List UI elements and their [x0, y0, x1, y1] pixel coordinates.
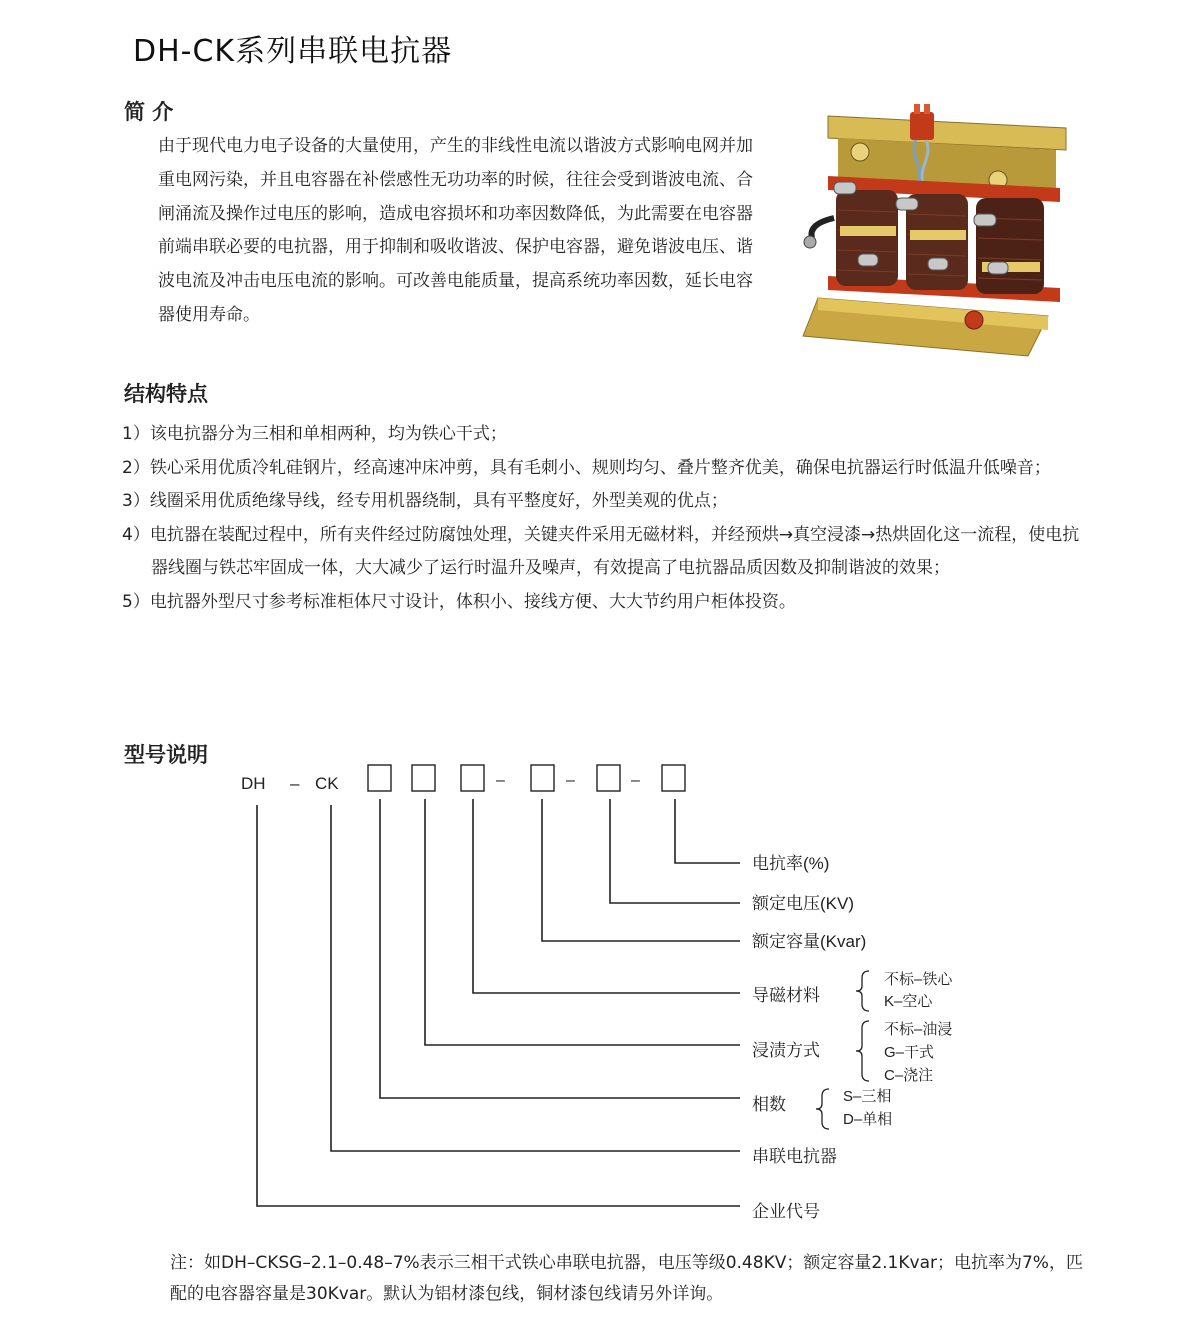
option-impregnation-oil: 不标–油浸 — [884, 1021, 953, 1038]
label-series-reactor: 串联电抗器 — [752, 1147, 837, 1166]
code-box-phase — [368, 765, 391, 791]
leader-series-reactor — [331, 805, 740, 1151]
brace-magnetic-material — [856, 971, 869, 1011]
feature-item-4: 4）电抗器在装配过程中，所有夹件经过防腐蚀处理，关键夹件采用无磁材料，并经预烘→真空浸漆→热烘固化这一流程，使电抗器线圈与铁芯牢固成一体，大大减少了运行时温升及噪声，有效提高了电抗器品质因数及抑制谐波的效果； — [122, 524, 1080, 578]
label-phase: 相数 — [752, 1095, 786, 1114]
feature-item-5: 5）电抗器外型尺寸参考标准柜体尺寸设计，体积小、接线方便、大大节约用户柜体投资。 — [122, 591, 796, 612]
option-phase-single: D–单相 — [843, 1111, 893, 1128]
features-heading: 结构特点 — [124, 382, 208, 406]
feature-item-1: 1）该电抗器分为三相和单相两种，均为铁心干式； — [122, 424, 507, 444]
intro-heading: 简 介 — [124, 100, 174, 124]
footnote — [120, 1248, 1095, 1310]
label-magnetic-material: 导磁材料 — [752, 986, 820, 1005]
leader-lines — [257, 799, 740, 1206]
code-sep-2: – — [566, 772, 575, 789]
label-rated-capacity: 额定容量(Kvar) — [752, 932, 867, 951]
brace-impregnation — [856, 1021, 869, 1081]
code-ck: CK — [315, 774, 339, 793]
page-title: DH-CK系列串联电抗器 — [133, 34, 453, 69]
option-impregnation-cast: C–浇注 — [884, 1067, 934, 1084]
feature-item-3: 3）线圈采用优质绝缘导线，经专用机器绕制，具有平整度好，外型美观的优点； — [122, 491, 728, 511]
label-rated-voltage: 额定电压(KV) — [752, 894, 854, 913]
leader-reactance-rate — [675, 799, 740, 863]
leader-magnetic-material — [473, 799, 740, 993]
code-sep-3: – — [631, 772, 640, 789]
option-material-iron: 不标–铁心 — [884, 971, 953, 988]
code-sep-1: – — [496, 772, 505, 789]
code-dash: – — [290, 774, 300, 793]
brace-phase — [816, 1089, 829, 1129]
label-reactance-rate: 电抗率(%) — [752, 854, 830, 873]
leader-rated-capacity — [542, 799, 740, 941]
footnote-text: 注：如DH–CKSG–2.1–0.48–7%表示三相干式铁心串联电抗器，电压等级0.48KV；额定容量2.1Kvar；电抗率为7%，匹配的电容器容量是30Kvar。默认为铝材漆包线，铜材漆包线请另外详询。 — [170, 1253, 1083, 1304]
model-heading: 型号说明 — [124, 743, 208, 767]
option-material-air: K–空心 — [884, 993, 933, 1010]
code-box-capacity — [531, 765, 554, 791]
label-impregnation: 浸渍方式 — [752, 1041, 820, 1060]
label-company-code: 企业代号 — [752, 1202, 820, 1221]
leader-phase — [380, 799, 740, 1098]
intro-paragraph-text: 由于现代电力电子设备的大量使用，产生的非线性电流以谐波方式影响电网并加重电网污染，并且电容器在补偿感性无功功率的时候，往往会受到谐波电流、合闸涌流及操作过电压的影响，造成电容损坏和功率因数降低，为此需要在电容器前端串联必要的电抗器，用于抑制和吸收谐波、保护电容器，避免谐波电压、谐波电流及冲击电压电流的影响。可改善电能质量，提高系统功率因数，延长电容器使用寿命。 — [158, 136, 753, 325]
code-box-impregnation — [412, 765, 435, 791]
code-box-voltage — [597, 765, 620, 791]
code-dh: DH — [241, 774, 266, 793]
option-phase-three: S–三相 — [843, 1088, 892, 1105]
code-box-rate — [662, 765, 685, 791]
option-impregnation-dry: G–干式 — [884, 1044, 935, 1061]
feature-item-2: 2）铁心采用优质冷轧硅钢片，经高速冲床冲剪，具有毛刺小、规则均匀、叠片整齐优美，确保电抗器运行时低温升低噪音； — [122, 457, 1051, 478]
code-box-material — [461, 765, 484, 791]
leader-company-code — [257, 805, 740, 1206]
